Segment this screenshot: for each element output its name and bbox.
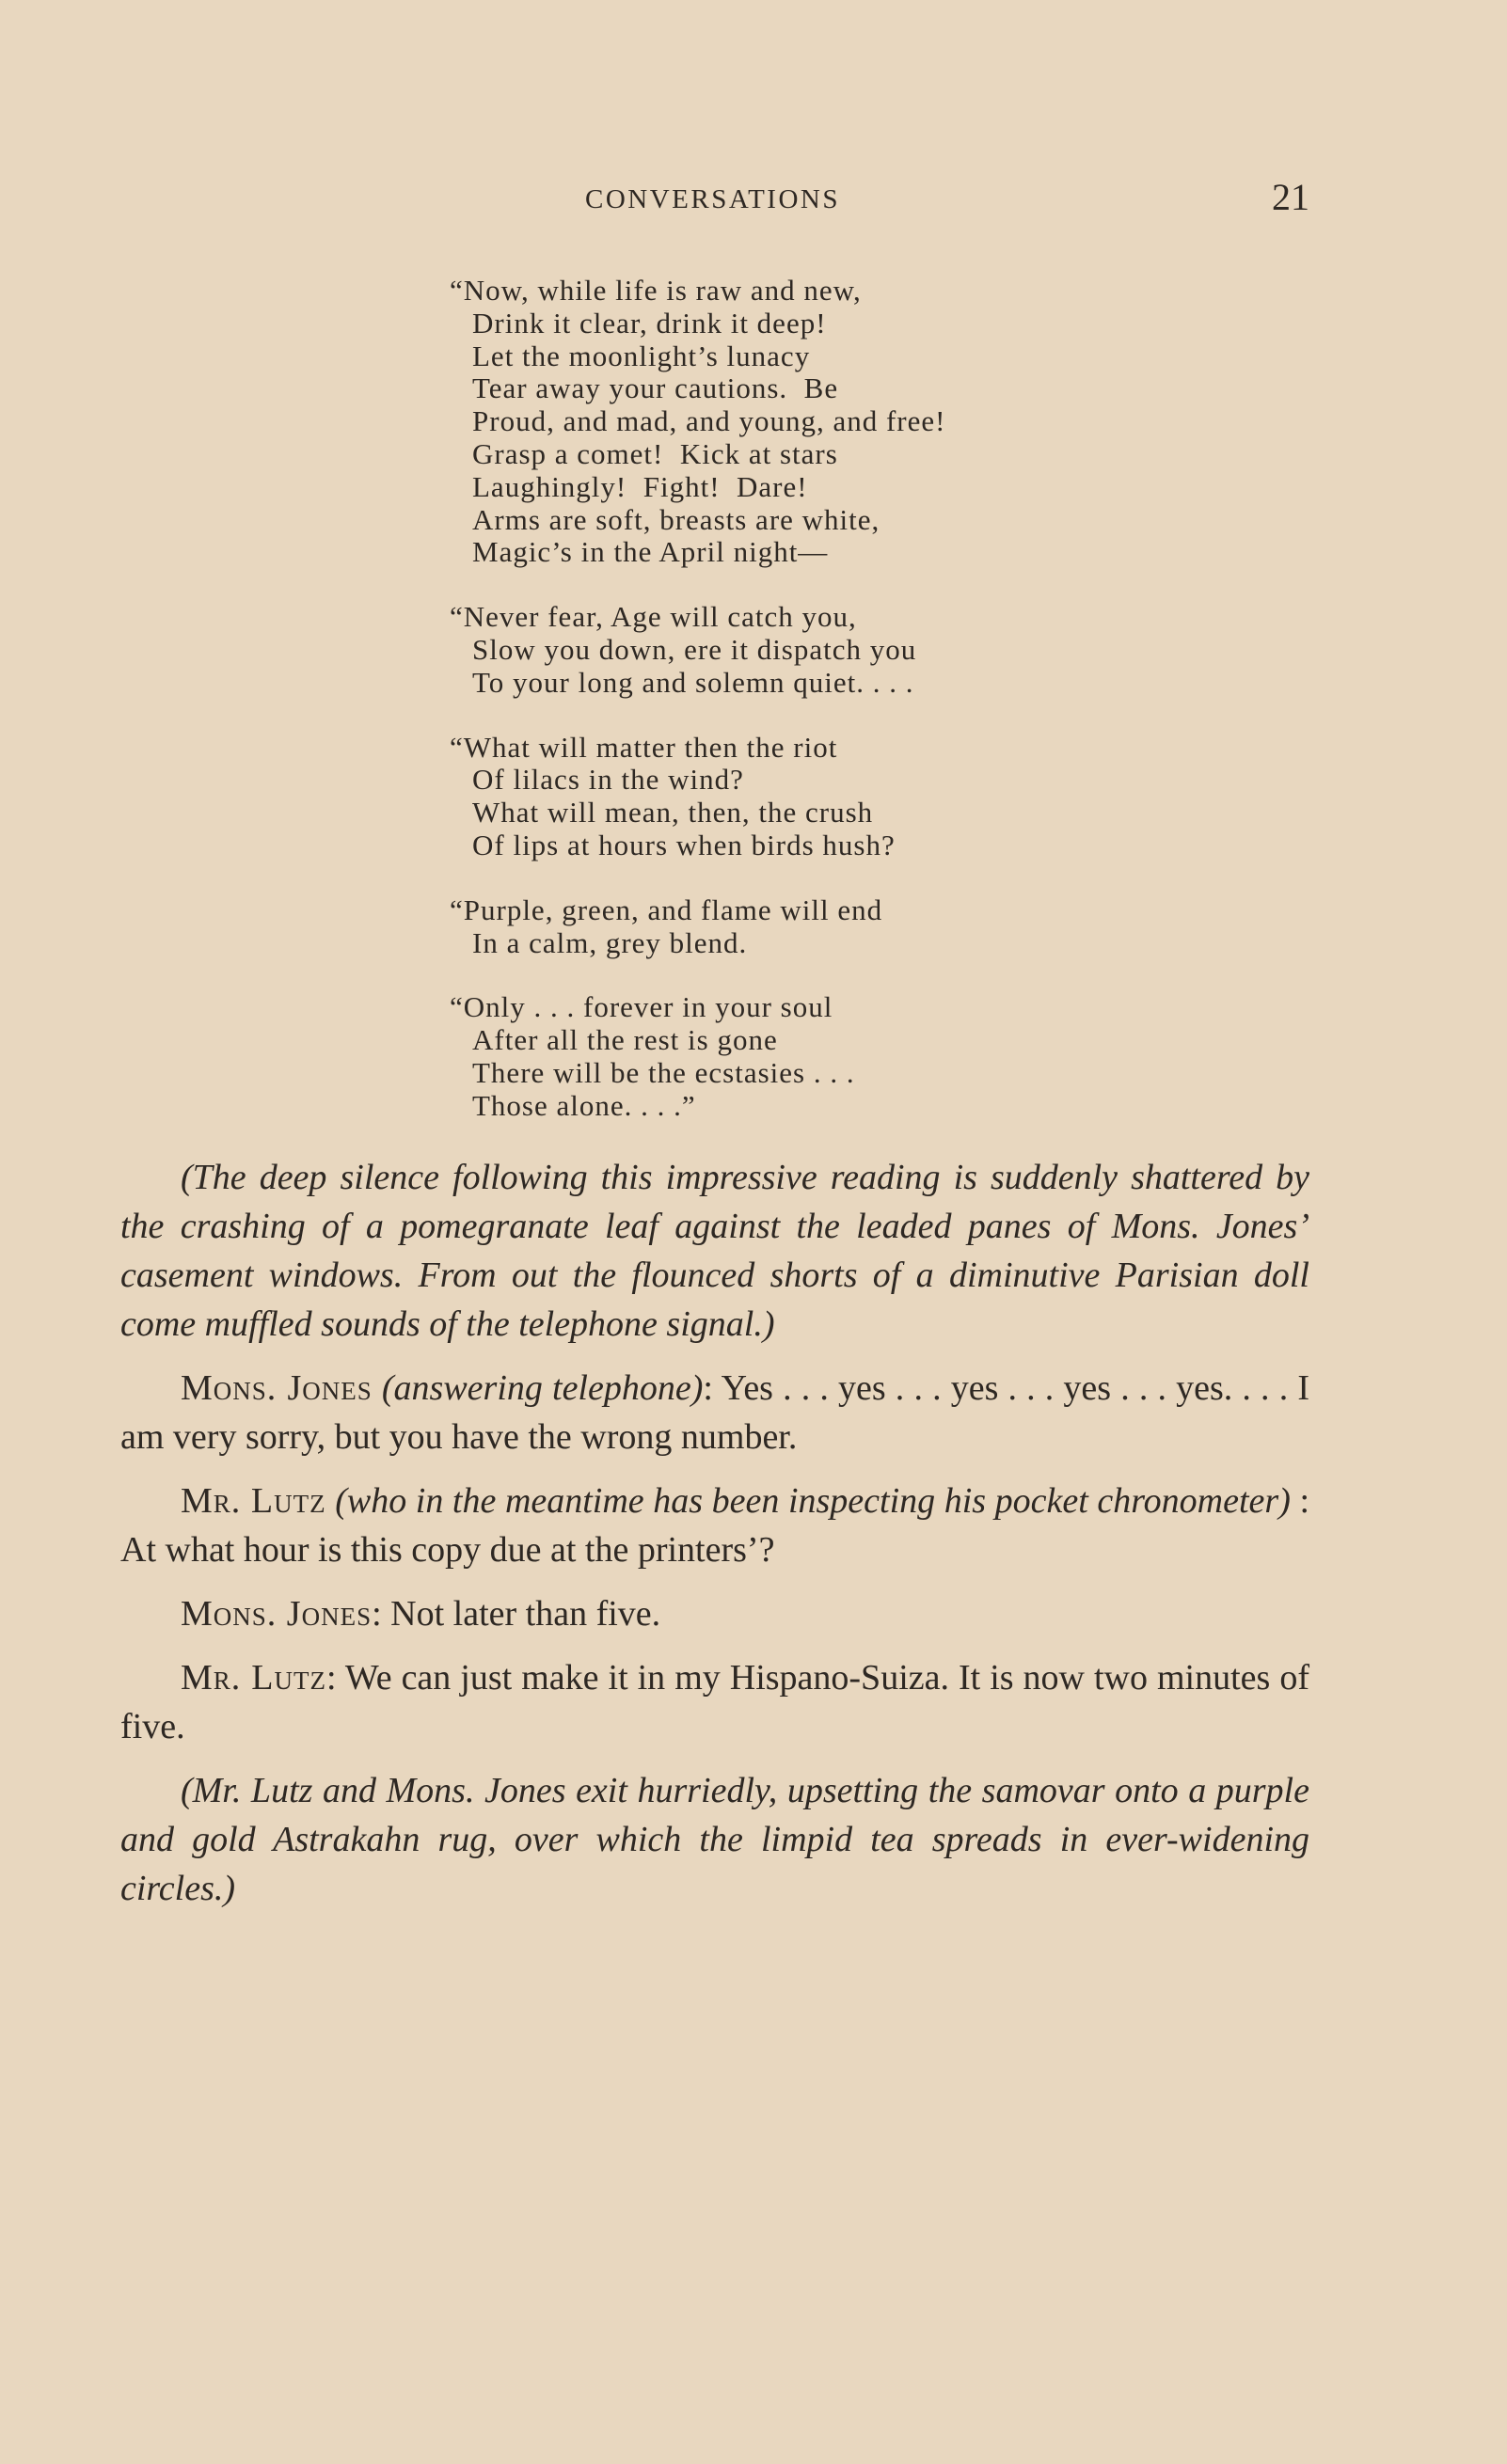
verse-line: Let the moonlight’s lunacy <box>472 339 811 372</box>
verse-line: Tear away your cautions. Be <box>472 371 839 405</box>
verse-line: “Never fear, Age will catch you, <box>450 600 857 634</box>
stanza-2 <box>450 601 1108 699</box>
verse-line: What will mean, then, the crush <box>472 796 874 829</box>
spoken-text: : At what hour is this copy due at the printers’? <box>120 1481 1310 1570</box>
speaker-name: Mr. Lutz <box>181 1481 326 1521</box>
verse-line: After all the rest is gone <box>472 1023 778 1057</box>
verse-line: Grasp a comet! Kick at stars <box>472 436 838 470</box>
spoken-text: : Yes . . . yes . . . yes . . . yes . . . yes. . . . I am very sorry, but you have the wrong number. <box>120 1368 1309 1457</box>
stanza-4 <box>450 894 1108 960</box>
stage-direction: (Mr. Lutz and Mons. Jones exit hurriedly, upsetting the samovar onto a purple and gold Astrakahn rug, over which the limpid tea spreads in ever-widening circles.) <box>120 1771 1309 1908</box>
spoken-text: : Not later than five. <box>372 1594 661 1634</box>
verse-line: Of lips at hours when birds hush? <box>472 828 896 861</box>
running-head <box>0 176 1507 222</box>
page-number: 21 <box>1272 176 1309 218</box>
verse-line: Laughingly! Fight! Dare! <box>472 469 808 503</box>
speaker-name: Mons. Jones <box>181 1368 373 1408</box>
dialogue-line <box>120 1477 1309 1574</box>
verse-line: Drink it clear, drink it deep! <box>472 306 827 340</box>
verse-line: To your long and solemn quiet. . . . <box>472 665 914 699</box>
stage-direction: (The deep silence following this impressive reading is suddenly shattered by the crashing of a pomegranate leaf against the leaded panes of Mons. Jones’ casement windows. From out the flounced shorts of a diminutive Parisian doll come muffled sounds of the telephone signal.) <box>120 1158 1309 1344</box>
stanza-1 <box>450 275 1108 569</box>
verse-line: Proud, and mad, and young, and free! <box>472 404 946 438</box>
stanza-5 <box>450 991 1108 1122</box>
verse-line: “Now, while life is raw and new, <box>450 274 862 307</box>
dialogue-line <box>120 1364 1309 1461</box>
speaker-name: Mons. Jones <box>181 1594 373 1634</box>
speaker-name: Mr. Lutz <box>181 1658 326 1698</box>
stanza-3 <box>450 732 1108 862</box>
verse-line: In a calm, grey blend. <box>472 925 748 959</box>
verse-line: Arms are soft, breasts are white, <box>472 502 880 536</box>
verse-line: Slow you down, ere it dispatch you <box>472 632 917 666</box>
verse-line: “What will matter then the riot <box>450 730 838 764</box>
poem <box>450 275 1108 1155</box>
verse-line: Of lilacs in the wind? <box>472 763 744 797</box>
verse-line: Those alone. . . .” <box>472 1088 696 1122</box>
dialogue <box>120 1153 1309 1928</box>
spoken-text: : We can just make it in my Hispano-Suiza. It is now two minutes of five. <box>120 1658 1309 1746</box>
verse-line: Magic’s in the April night— <box>472 535 829 569</box>
verse-line: There will be the ecstasies . . . <box>472 1055 855 1089</box>
inline-stage-direction: (answering telephone) <box>381 1368 704 1408</box>
dialogue-line <box>120 1589 1309 1638</box>
running-title: CONVERSATIONS <box>585 184 840 214</box>
verse-line: “Purple, green, and flame will end <box>450 892 883 926</box>
inline-stage-direction: (who in the meantime has been inspecting his pocket chronometer) <box>335 1481 1291 1521</box>
verse-line: “Only . . . forever in your soul <box>450 990 833 1024</box>
dialogue-line <box>120 1653 1309 1751</box>
